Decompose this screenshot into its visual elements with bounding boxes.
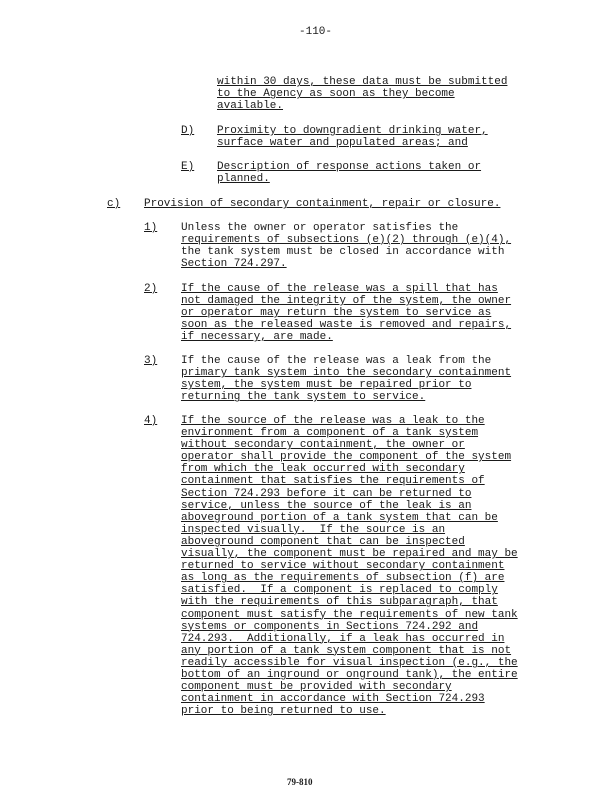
text-line: as long as the requirements of subsection (f) are [181, 572, 505, 585]
text-line: or operator may return the system to service as [181, 307, 492, 320]
text-line: readily accessible for visual inspection (e.g., the [181, 656, 518, 669]
text-line: the tank system must be closed in accordance with [181, 246, 505, 259]
text-line: aboveground portion of a tank system that can be [181, 511, 498, 524]
text-line: primary tank system into the secondary containment [181, 367, 512, 380]
item-d-label: D) [181, 125, 195, 137]
text-line: any portion of a tank system component that is not [181, 644, 512, 657]
text-line: If the source of the release was a leak to the [181, 415, 485, 427]
item-1-text [181, 222, 511, 270]
item-4-label: 4) [144, 415, 158, 427]
text-line: bottom of an inground or onground tank), the entire [181, 668, 518, 681]
text-line: not damaged the integrity of the system, the owner [181, 295, 512, 308]
text-line: within 30 days, these data must be submitted [217, 76, 508, 88]
text-line: component must satisfy the requirements of new tank [181, 608, 518, 621]
item-e-text [217, 161, 481, 185]
page-footer-code: 79-810 [287, 777, 313, 787]
item-2-label: 2) [144, 283, 158, 295]
text-line: with the requirements of this subparagraph, that [181, 596, 498, 609]
text-line: from which the leak occurred with secondary [181, 463, 465, 476]
item-3-text [181, 355, 511, 403]
text-line: if necessary, are made. [181, 331, 333, 344]
text-line: containment that satisfies the requirements of [181, 475, 485, 488]
text-line: Section 724.293 before it can be returned to [181, 487, 472, 500]
text-line: system, the system must be repaired prior to [181, 379, 472, 392]
text-line: Unless the owner or operator satisfies the [181, 222, 459, 234]
text-line: to the Agency as soon as they become [217, 88, 455, 101]
text-line: containment in accordance with Section 724.293 [181, 693, 485, 706]
text-line: component must be provided with secondary [181, 681, 452, 694]
text-line: Proximity to downgradient drinking water, [217, 125, 488, 137]
text-line: prior to being returned to use. [181, 705, 386, 718]
text-line: soon as the released waste is removed and repairs, [181, 319, 512, 332]
text-line: surface water and populated areas; and [217, 137, 468, 150]
text-line: environment from a component of a tank system [181, 427, 479, 440]
item-d-text [217, 125, 488, 149]
text-line: If the cause of the release was a spill that has [181, 283, 498, 295]
text-line: Description of response actions taken or [217, 161, 482, 173]
page-number: -110- [299, 26, 333, 38]
text-line: visually, the component must be repaired and may be [181, 548, 518, 561]
text-line: systems or components in Sections 724.292 and [181, 620, 479, 633]
text-line: service, unless the source of the leak is an [181, 499, 472, 512]
item-c-heading [144, 198, 500, 210]
text-line: operator shall provide the component of the system [181, 451, 512, 464]
item-2-text [181, 283, 511, 343]
continuation-paragraph [217, 76, 507, 112]
text-line: available. [217, 100, 284, 113]
text-line: planned. [217, 173, 270, 186]
text-line: Section 724.297. [181, 258, 287, 271]
text-line: without secondary containment, the owner or [181, 439, 465, 452]
text-line: returned to service without secondary containment [181, 560, 505, 573]
item-3-label: 3) [144, 355, 158, 367]
text-line: inspected visually. If the source is an [181, 523, 446, 536]
item-4-text [181, 415, 518, 717]
text-line: aboveground component that can be inspected [181, 535, 465, 548]
section-heading: Provision of secondary containment, repair or closure. [144, 198, 501, 210]
text-line: satisfied. If a component is replaced to comply [181, 584, 498, 597]
text-line: If the cause of the release was a leak from the [181, 355, 492, 367]
item-1-label: 1) [144, 222, 158, 234]
text-line: returning the tank system to service. [181, 391, 426, 404]
text-line: requirements of subsections (e)(2) through (e)(4), [181, 234, 512, 247]
text-line: 724.293. Additionally, if a leak has occurred in [181, 632, 505, 645]
item-e-label: E) [181, 161, 195, 173]
item-c-label: c) [107, 198, 121, 210]
